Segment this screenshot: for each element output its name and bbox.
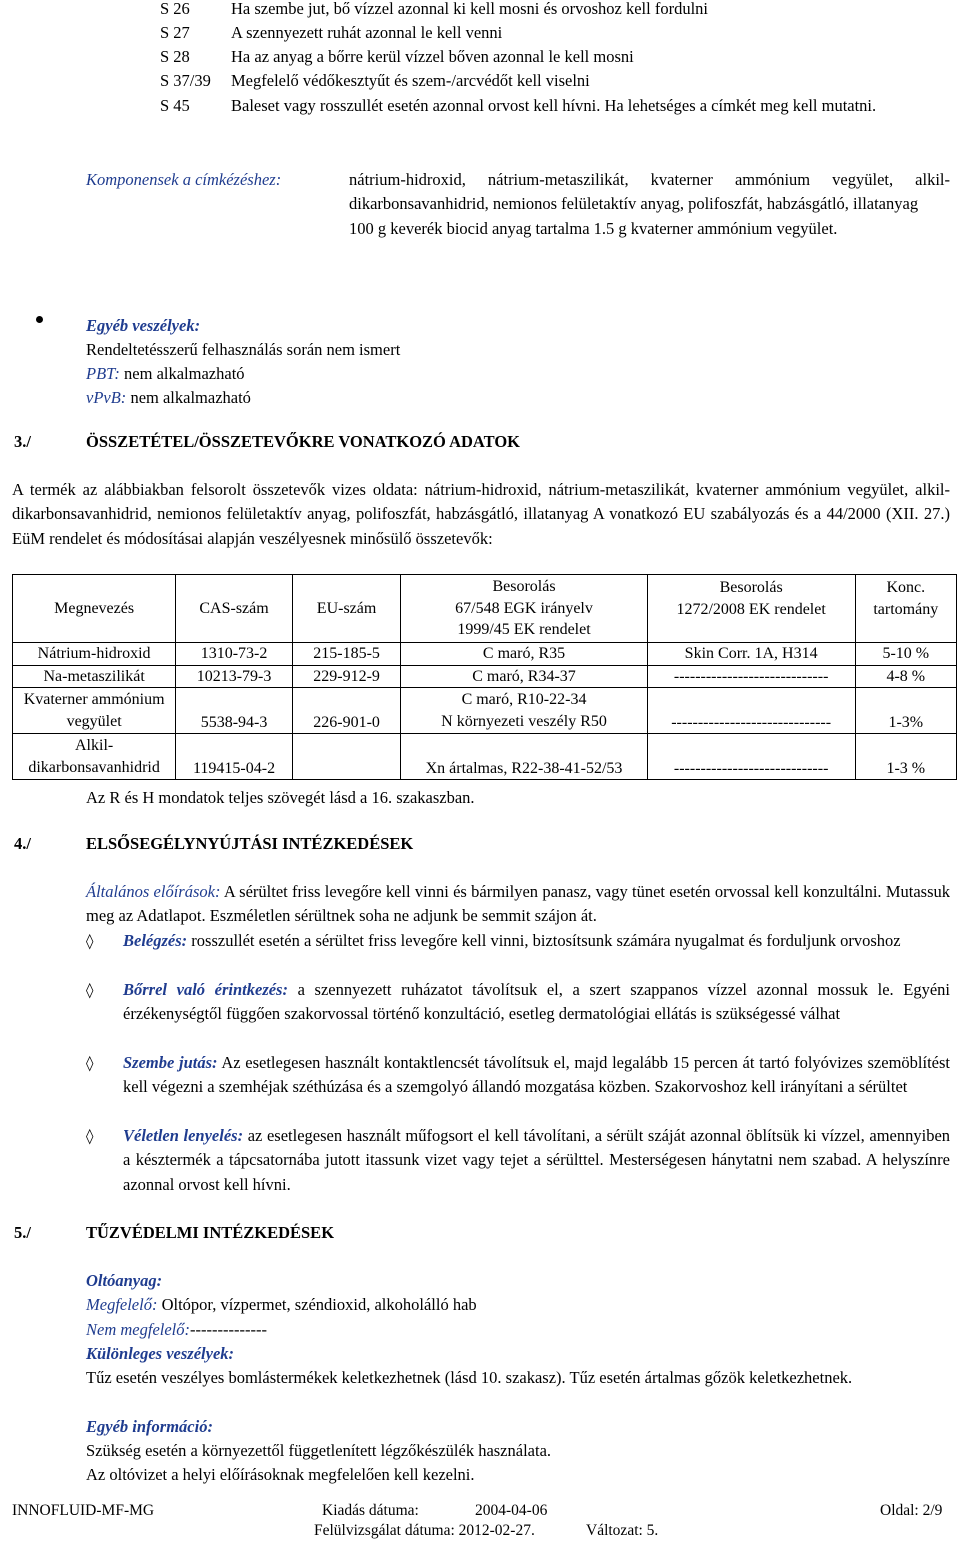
table-header-row [13, 575, 957, 643]
unsuitable-text: -------------- [190, 1320, 267, 1339]
header-cas: CAS-szám [176, 575, 293, 643]
section-5-number: 5./ [14, 1223, 31, 1242]
header-class-2-line: 1272/2008 EK rendelet [676, 600, 826, 618]
s-phrase-text: Ha az anyag a bőrre kerül vízzel bőven azonnal le kell mosni [231, 47, 634, 66]
cell-cas: 5538-94-3 [176, 688, 293, 734]
vpvb-label: vPvB: [86, 388, 127, 407]
special-hazards-title: Különleges veszélyek: [86, 1344, 235, 1363]
s-phrase-text: Ha szembe jut, bő vízzel azonnal ki kell mosni és orvoshoz kell fordulni [231, 0, 709, 18]
cell-class-1-line: C maró, R10-22-34 [461, 691, 587, 708]
section-3-number: 3./ [14, 432, 31, 451]
suitable-label: Megfelelő: [86, 1295, 158, 1314]
header-eu: EU-szám [292, 575, 400, 643]
first-aid-item [86, 929, 950, 953]
cell-class-2: ------------------------------ [647, 688, 855, 734]
header-class-1-line: Besorolás [492, 578, 556, 596]
footer-issue-label: Kiadás dátuma: [322, 1502, 419, 1519]
other-hazards-title: Egyéb veszélyek: [86, 316, 201, 335]
first-aid-item-text: Az esetlegesen használt kontaktlencsét távolítsuk el, majd legalább 15 percen át tartó folyóvizes szemöblítést kell végezni a szemhéjak széthúzása és a szemgolyó állandó mozgatása közben. Szakorvoshoz kell irányítani a sérültet [123, 1053, 950, 1097]
cell-eu: 226-901-0 [292, 688, 400, 734]
footer-revision-label: Felülvizsgálat dátuma: [314, 1522, 455, 1539]
footer-revision [314, 1519, 535, 1543]
first-aid-general-text: A sérültet friss levegőre kell vinni és bármilyen panasz, vagy tünet esetén orvossal kell konzultálni. Mutassuk meg az Adatlapot. Eszméletlen sérültnek soha ne adjunk be semmit szájon át. [86, 882, 950, 926]
header-class-2-line: Besorolás [719, 579, 783, 596]
table-footnote: Az R és H mondatok teljes szövegét lásd a 16. szakaszban. [86, 788, 475, 807]
cell-cas: 119415-04-2 [176, 734, 293, 780]
first-aid-item-text: a szennyezett ruházatot távolítsuk el, a szert szappanos vízzel azonnal mossuk le. Egyéni érzékenységtől függően szakorvossal történő konzultáció, esetleg dermatológiai ellátás is szükségessé válhat [123, 980, 950, 1024]
suitable-text: Oltópor, vízpermet, széndioxid, alkoholálló hab [161, 1295, 477, 1314]
other-info-line: Az oltóvizet a helyi előírásoknak megfelelően kell kezelni. [86, 1465, 475, 1484]
s-phrase-text: Megfelelő védőkesztyűt és szem-/arcvédőt kell viselni [231, 71, 590, 90]
first-aid-item-label: Belégzés: [123, 931, 188, 950]
components-label: Komponensek a címkézéshez: [86, 170, 282, 189]
diamond-icon: ◊ [86, 981, 94, 999]
cell-name-line: Alkil- [75, 737, 114, 754]
cell-class-2: Skin Corr. 1A, H314 [647, 643, 855, 666]
vpvb-value: nem alkalmazható [130, 388, 251, 407]
extinguish-unsuitable [86, 1318, 267, 1342]
header-conc-line: tartomány [873, 600, 939, 618]
s-phrase-text: A szennyezett ruhát azonnal le kell venni [231, 23, 503, 42]
footer-page: Oldal: 2/9 [880, 1502, 943, 1519]
footer-version: Változat: 5. [586, 1522, 659, 1539]
pbt-value: nem alkalmazható [124, 364, 245, 383]
cell-class-1: C maró, R34-37 [401, 665, 647, 688]
diamond-icon: ◊ [86, 1127, 94, 1145]
header-name: Megnevezés [13, 575, 176, 643]
s-phrase-code: S 28 [160, 47, 190, 66]
cell-class-1 [401, 688, 647, 734]
extinguish-title: Oltóanyag: [86, 1271, 163, 1290]
section-5-title: TŰZVÉDELMI INTÉZKEDÉSEK [86, 1223, 335, 1242]
cell-name-line: vegyület [66, 712, 122, 730]
other-hazards-line: Rendeltetésszerű felhasználás során nem ismert [86, 340, 401, 359]
diamond-icon: ◊ [86, 1054, 94, 1072]
cell-cas: 1310-73-2 [176, 643, 293, 666]
footer-revision-date: 2012-02-27. [458, 1522, 535, 1539]
first-aid-general-label: Általános előírások: [86, 882, 221, 901]
cell-cas: 10213-79-3 [176, 665, 293, 688]
pbt-line [86, 362, 245, 386]
cell-class-1: C maró, R35 [401, 643, 647, 666]
special-hazards-text: Tűz esetén veszélyes bomlástermékek keletkezhetnek (lásd 10. szakasz). Tűz esetén ártalmas gőzök keletkezhetnek. [86, 1368, 853, 1387]
first-aid-item-label: Véletlen lenyelés: [123, 1126, 244, 1145]
cell-class-1-line: N környezeti veszély R50 [441, 712, 607, 730]
table-row [13, 643, 957, 666]
first-aid-item [86, 978, 950, 1027]
pbt-label: PBT: [86, 364, 120, 383]
cell-eu [292, 734, 400, 780]
header-class-1 [401, 575, 647, 643]
unsuitable-label: Nem megfelelő: [86, 1320, 191, 1339]
s-phrase-code: S 26 [160, 0, 190, 18]
cell-class-2: ----------------------------- [647, 734, 855, 780]
footer-product: INNOFLUID-MF-MG [12, 1502, 155, 1519]
first-aid-general [86, 880, 950, 929]
cell-class-2: ----------------------------- [647, 665, 855, 688]
vpvb-line [86, 386, 251, 410]
cell-conc: 5-10 % [855, 643, 956, 666]
diamond-icon: ◊ [86, 932, 94, 950]
first-aid-item-label: Szembe jutás: [123, 1053, 218, 1072]
cell-name: Nátrium-hidroxid [13, 643, 176, 666]
cell-class-1: Xn ártalmas, R22-38-41-52/53 [401, 734, 647, 780]
cell-conc: 1-3% [855, 688, 956, 734]
other-info-line: Szükség esetén a környezettől függetlenített légzőkészülék használata. [86, 1441, 552, 1460]
cell-name [13, 734, 176, 780]
cell-conc: 4-8 % [855, 665, 956, 688]
components-text: nátrium-hidroxid, nátrium-metaszilikát, kvaterner ammónium vegyület, alkil-dikarbonsavanhidrid, nemionos felületaktív anyag, polifoszfát, habzásgátló, illatanyag [349, 170, 950, 214]
header-conc [855, 575, 956, 643]
header-class-1-line: 67/548 EGK irányelv [455, 599, 593, 617]
composition-table [12, 574, 957, 780]
s-phrase-code: S 37/39 [160, 71, 211, 90]
table-row [13, 688, 957, 734]
first-aid-item [86, 1051, 950, 1100]
first-aid-item [86, 1124, 950, 1197]
header-conc-line: Konc. [886, 579, 926, 596]
cell-eu: 229-912-9 [292, 665, 400, 688]
table-row [13, 734, 957, 780]
components-note: 100 g keverék biocid anyag tartalma 1.5 g kvaterner ammónium vegyület. [349, 218, 838, 238]
section-3-title: ÖSSZETÉTEL/ÖSSZETEVŐKRE VONATKOZÓ ADATOK [86, 432, 521, 451]
section-4-title: ELSŐSEGÉLYNYÚJTÁSI INTÉZKEDÉSEK [86, 834, 414, 853]
components-text-block [349, 168, 950, 241]
bullet-icon [36, 316, 43, 323]
first-aid-item-label: Bőrrel való érintkezés: [123, 980, 288, 999]
cell-name [13, 688, 176, 734]
s-phrase-code: S 45 [160, 96, 190, 115]
footer-issue-date: 2004-04-06 [475, 1502, 548, 1519]
cell-name: Na-metaszilikát [13, 665, 176, 688]
section-3-intro: A termék az alábbiakban felsorolt összetevők vizes oldata: nátrium-hidroxid, nátrium-metaszilikát, kvaterner ammónium vegyület, alkil-dikarbonsavanhidrid, nemionos felületaktív anyag, polifoszfát, habzásgátló, illatanyag A vonatkozó EU szabályozás és a 44/2000 (XII. 27.) EüM rendelet és módosításai alapján veszélyesnek minősülő összetevők: [12, 480, 950, 548]
first-aid-item-text: az esetlegesen használt műfogsort el kell távolítani, a sérült száját azonnal öblítsük ki vízzel, amennyiben a késztermék a tápcsatornába jutott itassunk vizet vagy tejet a sérülttel. Mesterségesen hánytatni nem szabad. A helyszínre azonnal orvost kell hívni. [123, 1126, 951, 1194]
header-class-1-line: 1999/45 EK rendelet [457, 621, 591, 639]
table-row [13, 665, 957, 688]
header-class-2 [647, 575, 855, 643]
first-aid-item-text: rosszullét esetén a sérültet friss levegőre kell vinni, biztosítsunk számára nyugalmat és forduljunk orvoshoz [191, 931, 901, 950]
cell-conc: 1-3 % [855, 734, 956, 780]
extinguish-suitable [86, 1293, 477, 1317]
s-phrase-text: Baleset vagy rosszullét esetén azonnal orvost kell hívni. Ha lehetséges a címkét meg kell mutatni. [231, 96, 877, 115]
cell-eu: 215-185-5 [292, 643, 400, 666]
cell-name-line: dikarbonsavanhidrid [28, 758, 160, 776]
cell-name-line: Kvaterner ammónium [23, 691, 165, 708]
section-4-number: 4./ [14, 834, 31, 853]
s-phrase-code: S 27 [160, 23, 190, 42]
other-info-title: Egyéb információ: [86, 1417, 213, 1436]
